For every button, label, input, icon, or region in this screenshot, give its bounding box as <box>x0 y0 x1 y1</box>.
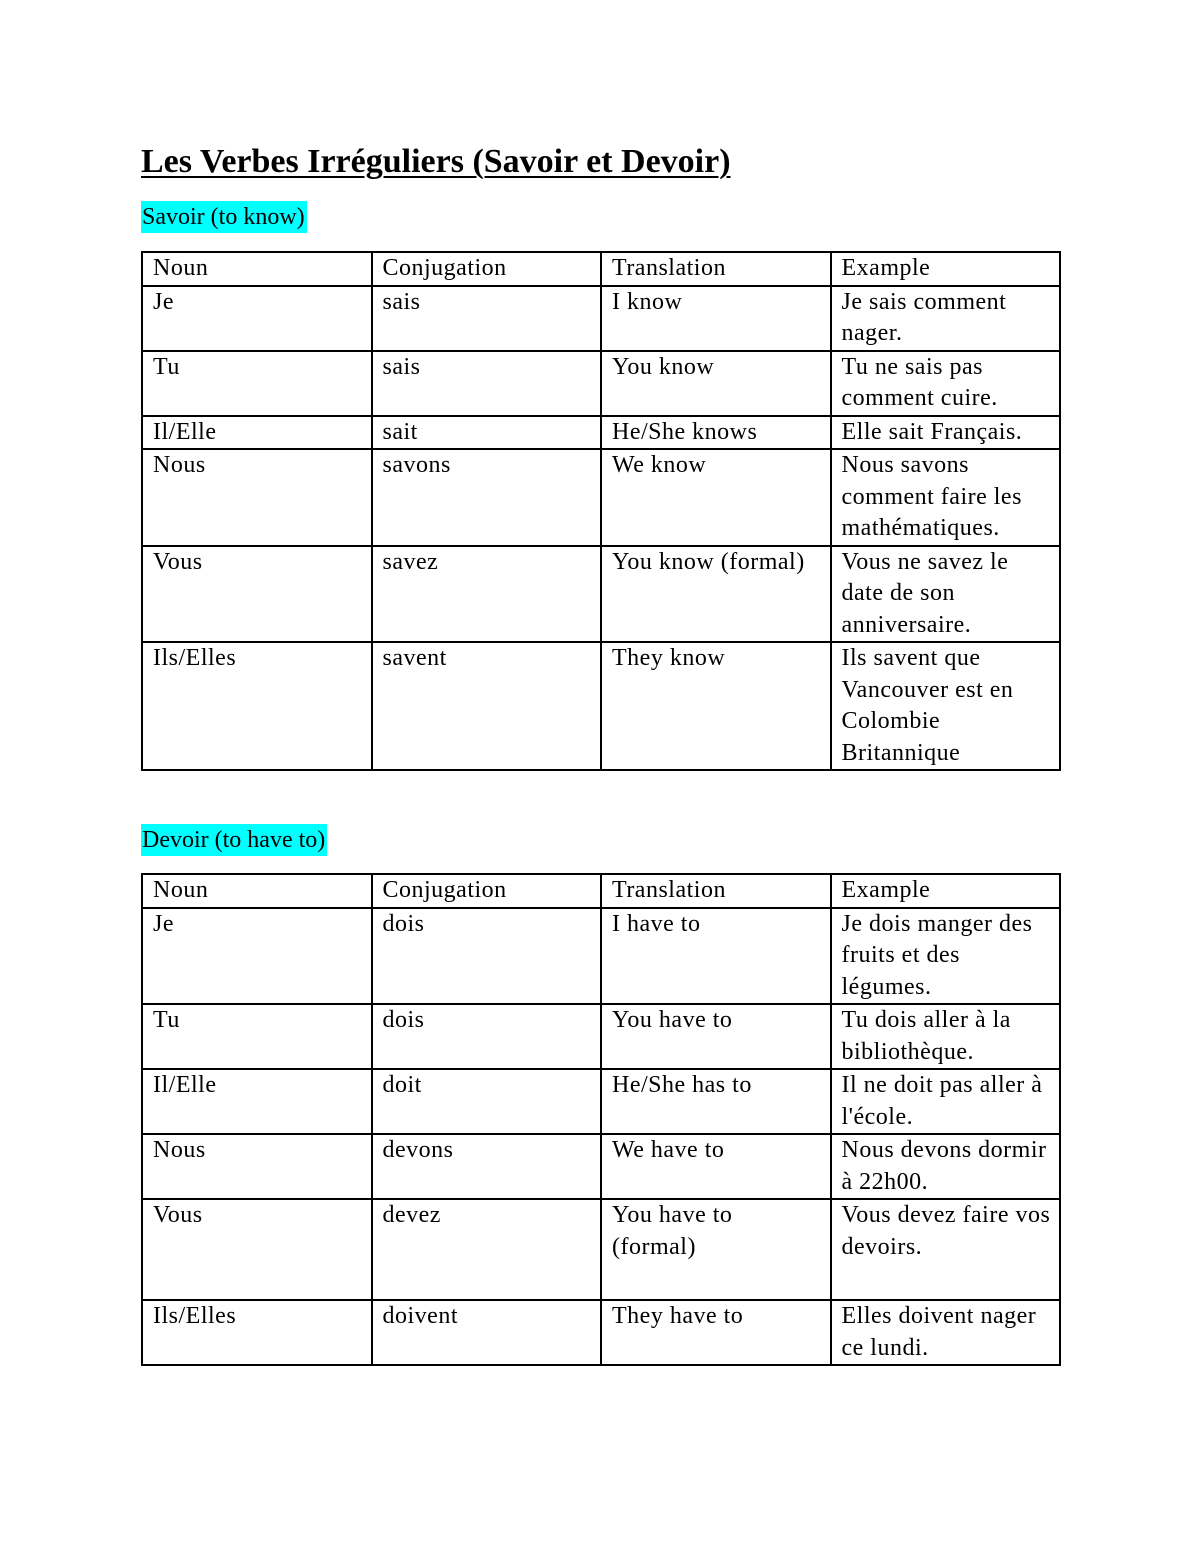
column-header-example: Example <box>831 252 1061 286</box>
section-heading-devoir: Devoir (to have to) <box>141 824 327 856</box>
cell-translation: I have to <box>601 908 831 1005</box>
table-row <box>142 1199 1060 1300</box>
cell-noun: Vous <box>142 1199 372 1300</box>
cell-conjugation: dois <box>372 908 602 1005</box>
cell-translation: You know (formal) <box>601 546 831 643</box>
cell-noun: Il/Elle <box>142 1069 372 1134</box>
cell-noun: Vous <box>142 546 372 643</box>
table-row <box>142 1004 1060 1069</box>
cell-translation: You know <box>601 351 831 416</box>
page-title: Les Verbes Irréguliers (Savoir et Devoir) <box>141 143 731 180</box>
cell-noun: Tu <box>142 1004 372 1069</box>
cell-conjugation: dois <box>372 1004 602 1069</box>
cell-conjugation: savent <box>372 642 602 770</box>
cell-conjugation: doivent <box>372 1300 602 1365</box>
cell-noun: Je <box>142 286 372 351</box>
cell-translation: He/She has to <box>601 1069 831 1134</box>
section-heading-savoir: Savoir (to know) <box>141 201 307 233</box>
table-row <box>142 642 1060 770</box>
column-header-translation: Translation <box>601 874 831 908</box>
cell-translation: They have to <box>601 1300 831 1365</box>
cell-noun: Ils/Elles <box>142 1300 372 1365</box>
table-header-row <box>142 874 1060 908</box>
table-row <box>142 546 1060 643</box>
cell-noun: Tu <box>142 351 372 416</box>
cell-translation: You have to (formal) <box>601 1199 831 1300</box>
table-header-row <box>142 252 1060 286</box>
cell-translation: We have to <box>601 1134 831 1199</box>
conjugation-table-savoir <box>141 251 1061 771</box>
cell-noun: Nous <box>142 449 372 546</box>
cell-conjugation: devons <box>372 1134 602 1199</box>
cell-conjugation: sais <box>372 286 602 351</box>
cell-example: Vous ne savez le date de son anniversaire. <box>831 546 1061 643</box>
cell-conjugation: savons <box>372 449 602 546</box>
table-row <box>142 351 1060 416</box>
cell-example: Tu dois aller à la bibliothèque. <box>831 1004 1061 1069</box>
column-header-conjugation: Conjugation <box>372 874 602 908</box>
table-row <box>142 1069 1060 1134</box>
cell-example: Nous devons dormir à 22h00. <box>831 1134 1061 1199</box>
cell-noun: Il/Elle <box>142 416 372 450</box>
table-row <box>142 908 1060 1005</box>
cell-conjugation: doit <box>372 1069 602 1134</box>
conjugation-table-devoir <box>141 873 1061 1366</box>
column-header-conjugation: Conjugation <box>372 252 602 286</box>
table-row <box>142 416 1060 450</box>
cell-example: Elle sait Français. <box>831 416 1061 450</box>
cell-conjugation: devez <box>372 1199 602 1300</box>
cell-example: Je dois manger des fruits et des légumes. <box>831 908 1061 1005</box>
column-header-noun: Noun <box>142 252 372 286</box>
cell-example: Tu ne sais pas comment cuire. <box>831 351 1061 416</box>
cell-translation: We know <box>601 449 831 546</box>
cell-conjugation: sait <box>372 416 602 450</box>
column-header-example: Example <box>831 874 1061 908</box>
cell-translation: I know <box>601 286 831 351</box>
cell-conjugation: savez <box>372 546 602 643</box>
cell-example: Je sais comment nager. <box>831 286 1061 351</box>
cell-noun: Ils/Elles <box>142 642 372 770</box>
table-row <box>142 1134 1060 1199</box>
cell-example: Vous devez faire vos devoirs. <box>831 1199 1061 1300</box>
cell-conjugation: sais <box>372 351 602 416</box>
column-header-translation: Translation <box>601 252 831 286</box>
column-header-noun: Noun <box>142 874 372 908</box>
cell-example: Elles doivent nager ce lundi. <box>831 1300 1061 1365</box>
cell-translation: He/She knows <box>601 416 831 450</box>
cell-noun: Je <box>142 908 372 1005</box>
table-row <box>142 286 1060 351</box>
cell-example: Ils savent que Vancouver est en Colombie Britannique <box>831 642 1061 770</box>
cell-translation: They know <box>601 642 831 770</box>
cell-noun: Nous <box>142 1134 372 1199</box>
cell-example: Il ne doit pas aller à l'école. <box>831 1069 1061 1134</box>
cell-translation: You have to <box>601 1004 831 1069</box>
table-row <box>142 449 1060 546</box>
cell-example: Nous savons comment faire les mathématiques. <box>831 449 1061 546</box>
table-row <box>142 1300 1060 1365</box>
